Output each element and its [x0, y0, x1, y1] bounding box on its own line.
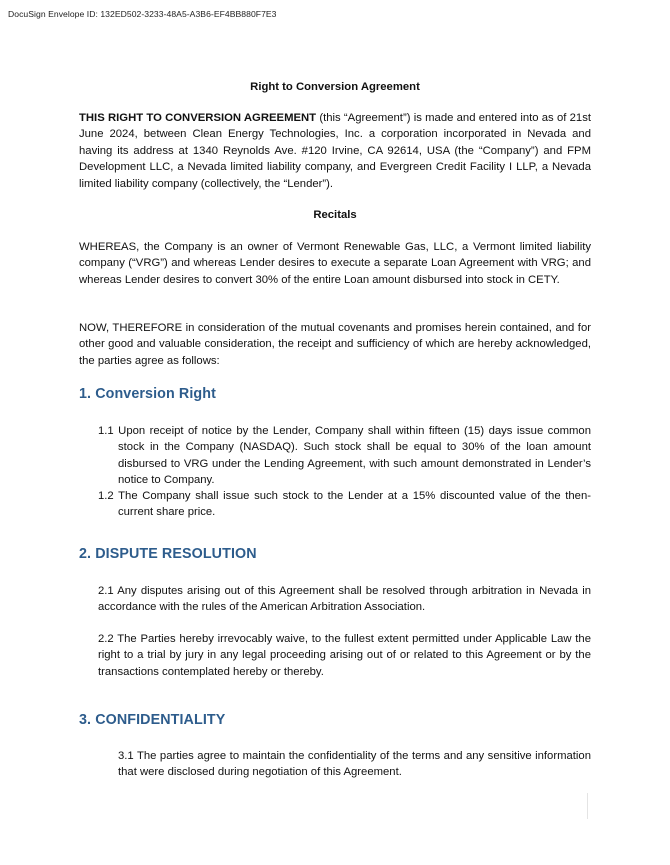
clause-1-1 [98, 423, 591, 489]
clause-1-2-text: The Company shall issue such stock to the Lender at a 15% discounted value of the then-current share price. [118, 490, 592, 519]
whereas-paragraph: WHEREAS, the Company is an owner of Vermont Renewable Gas, LLC, a Vermont limited liability company (“VRG”) and whereas Lender desires to execute a separate Loan Agreement with VRG; and whereas Lender desires to convert 30% of the entire Loan amount disbursed into stock in CETY. [79, 241, 591, 286]
envelope-id: DocuSign Envelope ID: 132ED502-3233-48A5-A3B6-EF4BB880F7E3 [8, 9, 277, 19]
clause-2-2: 2.2 The Parties hereby irrevocably waive, to the fullest extent permitted under Applicable Law the right to a trial by jury in any legal proceeding arising out of or related to this Agreement or by the transactions contemplated hereby or thereby. [98, 633, 591, 678]
clause-1-2-number: 1.2 [98, 490, 119, 502]
section-2-heading: 2. DISPUTE RESOLUTION [79, 546, 257, 562]
intro-paragraph [79, 110, 591, 192]
section-3-heading: 3. CONFIDENTIALITY [79, 712, 226, 728]
clause-2-1: 2.1 Any disputes arising out of this Agreement shall be resolved through arbitration in Nevada in accordance with the rules of the American Arbitration Association. [98, 585, 591, 614]
intro-lead: THIS RIGHT TO CONVERSION AGREEMENT [79, 112, 317, 124]
clause-3-1: 3.1 The parties agree to maintain the confidentiality of the terms and any sensitive information that were disclosed during negotiation of this Agreement. [118, 750, 591, 779]
recitals-heading: Recitals [313, 209, 357, 221]
document-title: Right to Conversion Agreement [250, 81, 420, 93]
clause-1-1-text: Upon receipt of notice by the Lender, Company shall within fifteen (15) days issue common stock in the Company (NASDAQ). Such stock shall be equal to 30% of the loan amount disbursed to VRG under the Lending Agreement, with such amount demonstrated in Lender’s notice to Company. [118, 425, 591, 487]
scan-edge-mark [587, 793, 588, 819]
clause-1-1-number: 1.1 [98, 425, 119, 437]
clause-1-2 [98, 488, 591, 521]
now-therefore-paragraph: NOW, THEREFORE in consideration of the mutual covenants and promises herein contained, and for other good and valuable consideration, the receipt and sufficiency of which are hereby acknowledged, the parties agree as follows: [79, 322, 591, 367]
intro-body: (this “Agreement”) is made and entered into as of 21st June 2024, between Clean Energy Technologies, Inc. a corporation incorporated in Nevada and having its address at 1340 Reynolds Ave. #120 Irvine, CA 92614, USA (the “Company”) and FPM Development LLC, a Nevada limited liability company, and Evergreen Credit Facility I LLP, a Nevada limited liability company (collectively, the “Lender”). [79, 112, 591, 190]
section-1-heading: 1. Conversion Right [79, 386, 216, 402]
